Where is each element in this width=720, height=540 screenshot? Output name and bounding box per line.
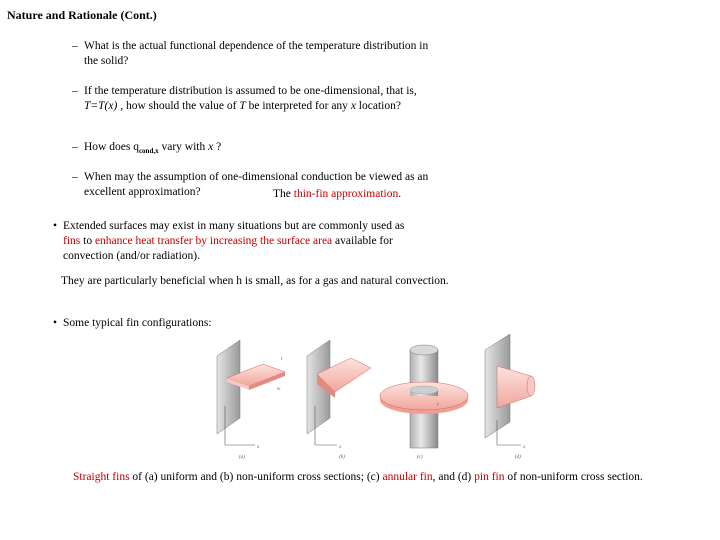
thin-fin-answer — [273, 187, 401, 202]
equation-t-of-x: T=T(x) — [84, 100, 118, 112]
question-3 — [84, 140, 221, 159]
fin-d-pin — [485, 334, 535, 460]
caption-text-1: of (a) uniform and (b) non-uniform cross sections; (c) — [132, 471, 380, 483]
caption-annular-fin: annular fin — [382, 471, 433, 483]
question-2 — [84, 84, 464, 114]
subscript-cond-x: cond,x — [138, 147, 159, 155]
question-4-line-1: When may the assumption of one-dimensional conduction be viewed as an — [84, 171, 429, 183]
highlight-enhance: enhance heat transfer by increasing the surface area — [94, 235, 333, 247]
label-c: (c) — [417, 455, 423, 460]
question-2-end: location? — [358, 100, 401, 112]
bullet-1-line-1: Extended surfaces may exist in many situations but are commonly used as — [63, 220, 405, 232]
question-4-line-2: excellent approximation? — [84, 186, 201, 198]
dash-q4: – — [72, 171, 78, 183]
bullet-2-text: Some typical fin configurations: — [63, 317, 212, 329]
question-3-mid: vary with — [161, 141, 206, 153]
question-2-line-2 — [84, 99, 464, 114]
caption-straight-fins: Straight fins — [73, 471, 130, 483]
bullet-1-mid: to — [83, 235, 93, 247]
question-3-end: ? — [216, 141, 222, 153]
fin-c-annular — [380, 345, 468, 460]
bullet-1-line-2 — [63, 234, 433, 249]
label-t: t — [281, 357, 283, 362]
highlight-fins: fins — [63, 235, 81, 247]
label-r: r — [437, 403, 439, 408]
fin-configurations-figure — [205, 330, 540, 460]
label-w: w — [277, 387, 281, 392]
dash-q1: – — [72, 40, 78, 52]
dash-q2: – — [72, 85, 78, 97]
question-3-text: How does q — [84, 141, 139, 153]
answer-highlight: thin-fin approximation — [293, 188, 399, 200]
benefit-note: They are particularly beneficial when h is small, as for a gas and natural convection. — [61, 275, 449, 287]
answer-text: The — [273, 188, 291, 200]
question-1-line-1: What is the actual functional dependence of the temperature distribution in — [84, 40, 429, 52]
question-2-text: , how should the value of — [120, 100, 237, 112]
caption-text-3: of non-uniform cross section. — [507, 471, 643, 483]
figure-caption — [73, 470, 643, 485]
label-a: (a) — [239, 455, 245, 460]
bullet-1-text — [63, 219, 433, 264]
symbol-t: T — [239, 100, 246, 112]
question-2-line-1: If the temperature distribution is assumed to be one-dimensional, that is, — [84, 85, 417, 97]
bullet-1-tail: available for — [335, 235, 393, 247]
bullet-2: • — [53, 317, 58, 329]
question-1-line-2: the solid? — [84, 55, 129, 67]
axis-x-label-a: x — [257, 445, 260, 450]
caption-pin-fin: pin fin — [474, 471, 505, 483]
answer-end: . — [398, 188, 402, 200]
label-b: (b) — [339, 455, 345, 460]
symbol-x: x — [208, 141, 214, 153]
axis-x-label-d: x — [523, 445, 526, 450]
question-2-text-tail: be interpreted for any — [248, 100, 348, 112]
bullet-1-line-3: convection (and/or radiation). — [63, 250, 200, 262]
fin-a-straight-uniform — [217, 340, 285, 460]
label-d: (d) — [515, 455, 521, 460]
bullet-1: • — [53, 220, 58, 232]
slide-title: Nature and Rationale (Cont.) — [7, 8, 157, 22]
fin-b-straight-nonuniform — [307, 340, 371, 460]
dash-q3: – — [72, 141, 78, 153]
question-1 — [84, 39, 464, 69]
symbol-x: x — [350, 100, 356, 112]
caption-text-2: , and (d) — [432, 471, 472, 483]
axis-x-label-b: x — [339, 445, 342, 450]
